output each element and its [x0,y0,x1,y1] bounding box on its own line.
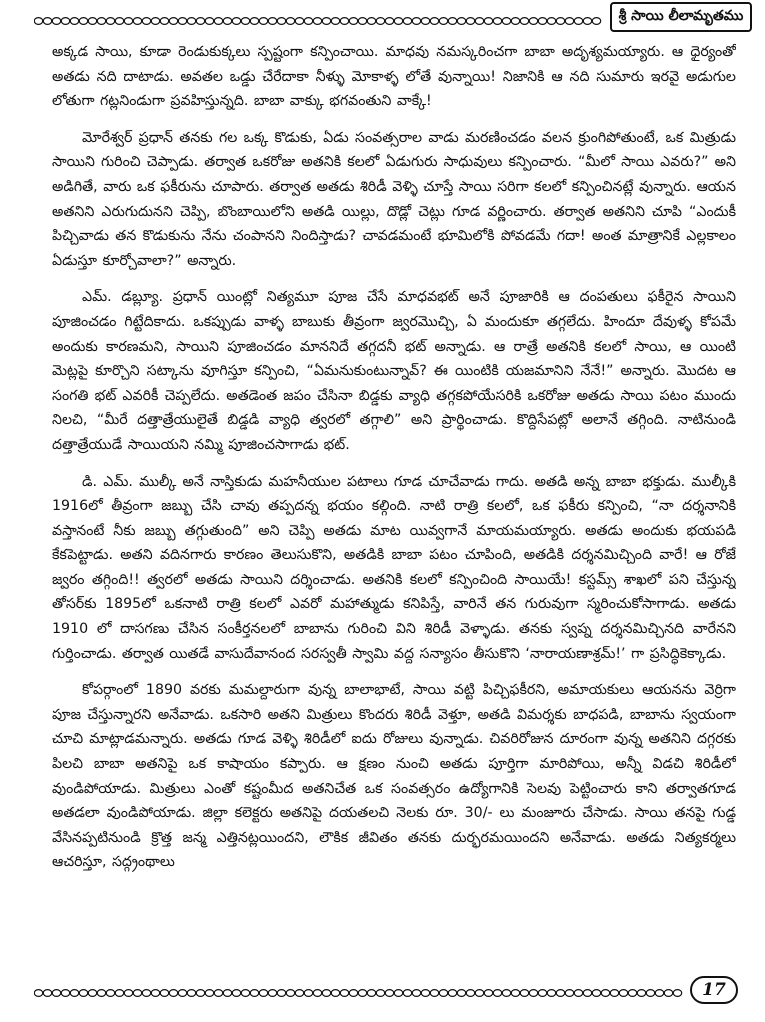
page-number: 17 [702,980,726,1000]
decorative-border-bottom [34,988,686,998]
paragraph-4: డి. ఎమ్. ముల్కీ అనే నాస్తికుడు మహనీయుల పటాలు గూడ చూచేవాడు గాదు. అతడి అన్న బాబా భక్తుడు. ముల్కీకి 1916లో తీవ్రంగా జబ్బు చేసి చావు తప్పదన్న భయం కల్గింది. నాటి రాత్రి కలలో, ఒక ఫకీరు కన్పించి, “నా దర్శనానికి వస్తానంటే నీకు జబ్బు తగ్గుతుంది” అని చెప్పి అతడు మాట యివ్వగానే మాయమయ్యారు. అతడు అందుకు భయపడి కేకపెట్టాడు. అతని వదినగారు కారణం తెలుసుకొని, అతడికి బాబా పటం చూపింది, అతడికి దర్శనమిచ్చింది వారే! ఆ రోజే జ్వరం తగ్గింది!! త్వరలో అతడు సాయిని దర్శించాడు. అతనికి కలలో కన్పించింది సాయియే! కస్టమ్స్ శాఖలో పని చేస్తున్న తోసర్‌కు 1895లో ఒకనాటి రాత్రి కలలో ఎవరో మహాత్ముడు కనిపిస్తే, వారినే తన గురువుగా స్మరించుకోసాగాడు. అతడు 1910 లో దాసగణు చేసిన సంకీర్తనలలో బాబాను గురించి విని శిరిడీ వెళ్ళాడు. తనకు స్వప్న దర్శనమిచ్చినది వారేనని గుర్తించాడు. తర్వాత యితడే వాసుదేవానంద సరస్వతీ స్వామి వద్ద సన్యాసం తీసుకొని ‘నారాయణాశ్రమ్!’ గా ప్రసిద్ధికెక్కాడు. [52,473,736,662]
paragraph-3: ఎమ్. డబ్ల్యూ. ప్రధాన్ యింట్లో నిత్యమూ పూజ చేసే మాధవభట్ అనే పూజారికి ఆ దంపతులు ఫకీరైన సాయిని పూజించడం గిట్టేదికాదు. ఒకప్పుడు వాళ్ళ బాబుకు తీవ్రంగా జ్వరమొచ్చి, ఏ మందుకూ తగ్గలేదు. హిందూ దేవుళ్ళ కోపమే అందుకు కారణమని, సాయిని పూజించడం మాననిదే తగ్గదనీ భట్ అన్నాడు. ఆ రాత్రే అతనికి కలలో సాయి, ఆ యింటి మెట్లపై కూర్చొని సట్కాను వూగిస్తూ కన్పించి, “ఏమనుకుంటున్నావ్? ఈ యింటికి యజమానిని నేనే!” అన్నారు. మొదట ఆ సంగతి భట్ ఎవరికీ చెప్పలేదు. అతడెంత జపం చేసినా బిడ్డకు వ్యాధి తగ్గకపోయేసరికి ఒకరోజు అతడు సాయి పటం ముందు నిలచి, “మీరే దత్తాత్రేయులైతే బిడ్డడి వ్యాధి త్వరలో తగ్గాలి” అని ప్రార్థించాడు. కొద్దిసేపట్లో అలానే తగ్గింది. నాటినుండి దత్తాత్రేయుడే సాయియని నమ్మి పూజించసాగాడు భట్. [52,289,736,453]
decorative-border-top [34,16,606,26]
paragraph-5: కోపర్గాంలో 1890 వరకు మమల్దారుగా వున్న బాలాభాటే, సాయి వట్టి పిచ్చిఫకీరని, అమాయకులు ఆయనను వెర్రిగా పూజ చేస్తున్నారని అనేవాడు. ఒకసారి అతని మిత్రులు కొందరు శిరిడీ వెళ్తూ, అతడి విమర్శకు బాధపడి, బాబాను స్వయంగా చూచి మాట్లాడమన్నారు. అతడు గూడ వెళ్ళి శిరిడీలో ఐదు రోజులు వున్నాడు. చివరిరోజున దూరంగా వున్న అతనిని దగ్గరకు పిలచి బాబా అతనిపై ఒక కాషాయం కప్పారు. ఆ క్షణం నుంచి అతడు పూర్తిగా మారిపోయి, అన్నీ విడచి శిరిడీలో వుండిపోయాడు. మిత్రులు ఎంతో కష్టంమీద అతనిచేత ఒక సంవత్సరం ఉద్యోగానికి సెలవు పెట్టించారు కాని తర్వాతగూడ అతడలా వుండిపోయాడు. జిల్లా కలెక్టరు అతనిపై దయతలచి నెలకు రూ. 30/- లు మంజూరు చేసాడు. సాయి తనపై గుడ్డ వేసినప్పటినుండి క్రొత్త జన్మ ఎత్తినట్లయిందని, లౌకిక జీవితం తనకు దుర్భరమయిందని అనేవాడు. అతడు నిత్యకర్మలు ఆచరిస్తూ, సద్గ్రంథాలు [52,682,736,871]
page-footer [34,974,754,1014]
running-title-box [610,2,752,32]
page-number-box [690,976,738,1004]
page-header [34,2,754,36]
running-title: శ్రీ సాయి లీలామృతము [618,7,744,24]
paragraph-2: మోరేశ్వర్ ప్రధాన్ తనకు గల ఒక్క కొడుకు, ఏడు సంవత్సరాల వాడు మరణించడం వలన క్రుంగిపోతుంటే, ఒక మిత్రుడు సాయిని గురించి చెప్పాడు. తర్వాత ఒకరోజు అతనికి కలలో ఏడుగురు సాధువులు కన్పించారు. “మీలో సాయి ఎవరు?” అని అడిగితే, వారు ఒక ఫకీరును చూపారు. తర్వాత అతడు శిరిడీ వెళ్ళి చూస్తే సాయి సరిగా కలలో కన్పించినట్లే వున్నారు. ఆయన అతనిని ఎరుగుదునని చెప్పి, బొంబాయిలోని అతడి యిల్లు, దొడ్లో చెట్లు గూడ వర్ణించారు. తర్వాత అతనిని చూపి “ఎందుకీ పిచ్చివాడు తన కొడుకును నేను చంపానని నిందిస్తాడు? చావడమంటే భూమిలోకి పోవడమే గదా! అంత మాత్రానికే ఎల్లకాలం ఏడుస్తూ కూర్చోవాలా?” అన్నారు. [52,129,736,269]
paragraph-1: అక్కడ సాయి, కూడా రెండుకుక్కలు స్పష్టంగా కన్పించాయి. మాధవు నమస్కరించగా బాబా అదృశ్యమయ్యారు. ఆ ధైర్యంతో అతడు నది దాటాడు. అవతల ఒడ్డు చేరేదాకా నీళ్ళు మోకాళ్ళ లోతే వున్నాయి! నిజానికి ఆ నది సుమారు ఇరవై అడుగుల లోతుగా గట్లనిండుగా ప్రవహిస్తున్నది. బాబా వాక్కు భగవంతుని వాక్కే! [52,44,736,110]
page-body [52,40,736,970]
